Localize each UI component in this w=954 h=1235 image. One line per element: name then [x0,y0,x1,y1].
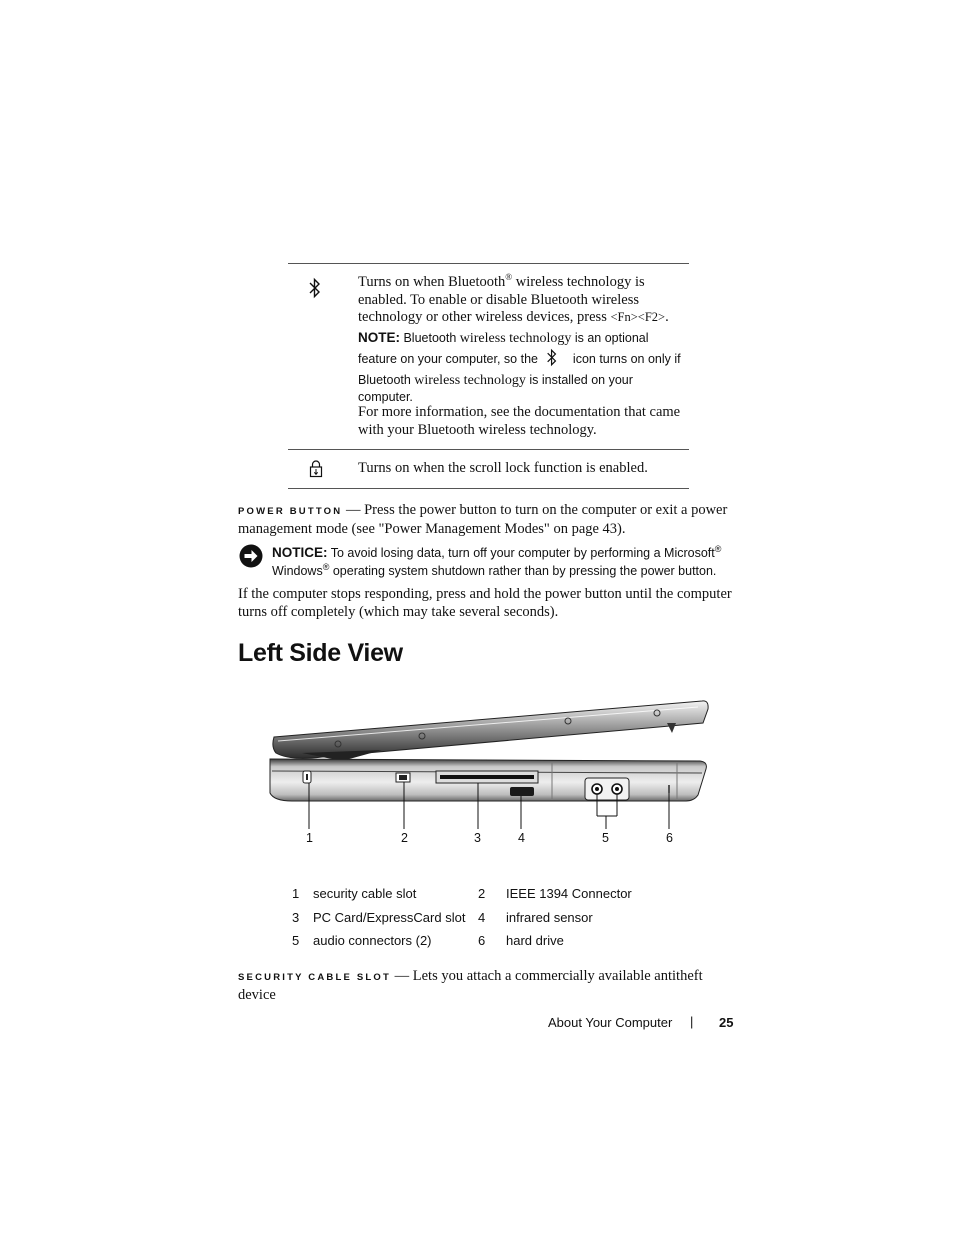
legend-number: 4 [478,909,486,925]
legend-number: 2 [478,886,486,902]
scroll-lock-description: Turns on when the scroll lock function is enabled. [358,460,648,476]
table-row-rule [288,449,689,450]
section-heading: Left Side View [238,639,403,667]
legend-item: infrared sensor [506,909,593,925]
stops-responding-paragraph: If the computer stops responding, press and hold the power button until the computer turns off completely (which may take several seconds). [238,586,732,620]
power-button-paragraph: POWER BUTTON — Press the power button to turn on the computer or exit a power management mode (see "Power Management Modes" on page 43). [238,502,728,537]
legend-item: audio connectors (2) [313,933,432,949]
legend-item: IEEE 1394 Connector [506,886,632,902]
bluetooth-description: Turns on when Bluetooth® wireless technology is enabled. To enable or disable Bluetooth wireless technology or other wireless devices, press <Fn><F2>. [358,272,669,325]
bluetooth-note: NOTE: Bluetooth wireless technology is an optional feature on your computer, so the icon turns on only if Bluetooth wireless technology is installed on your computer. [358,330,681,404]
legend-row [292,882,632,906]
legend-number: 3 [292,909,300,925]
legend-row [292,929,632,953]
legend-number: 1 [292,886,300,902]
bluetooth-icon [307,277,323,304]
footer-separator: | [690,1014,694,1029]
callout-6: 6 [666,831,673,845]
bluetooth-inline-icon [545,348,559,372]
callout-1: 1 [306,831,313,845]
table-bottom-rule [288,488,689,489]
legend-item: PC Card/ExpressCard slot [313,909,466,925]
laptop-left-side-illustration [262,695,714,830]
figure-legend [292,882,632,953]
footer-section-title: About Your Computer [548,1015,673,1030]
legend-number: 5 [292,933,300,949]
bluetooth-more-info: For more information, see the documentation that came with your Bluetooth wireless technology. [358,404,681,438]
table-top-rule [288,263,689,264]
notice-icon [239,544,263,573]
security-cable-paragraph: SECURITY CABLE SLOT — Lets you attach a commercially available antitheft device [238,968,703,1003]
legend-number: 6 [478,933,486,949]
page-number: 25 [719,1015,734,1030]
callout-2: 2 [401,831,408,845]
callout-4: 4 [518,831,525,845]
security-cable-label: SECURITY CABLE SLOT [238,972,391,983]
legend-item: security cable slot [313,886,417,902]
legend-item: hard drive [506,933,564,949]
legend-row [292,906,632,930]
callout-3: 3 [474,831,481,845]
notice-text: NOTICE: To avoid losing data, turn off your computer by performing a Microsoft® Windows® operating system shutdown rather than by pressing the power button. [272,543,722,578]
power-button-label: POWER BUTTON [238,506,343,517]
scroll-lock-icon [309,460,323,483]
callout-5: 5 [602,831,609,845]
